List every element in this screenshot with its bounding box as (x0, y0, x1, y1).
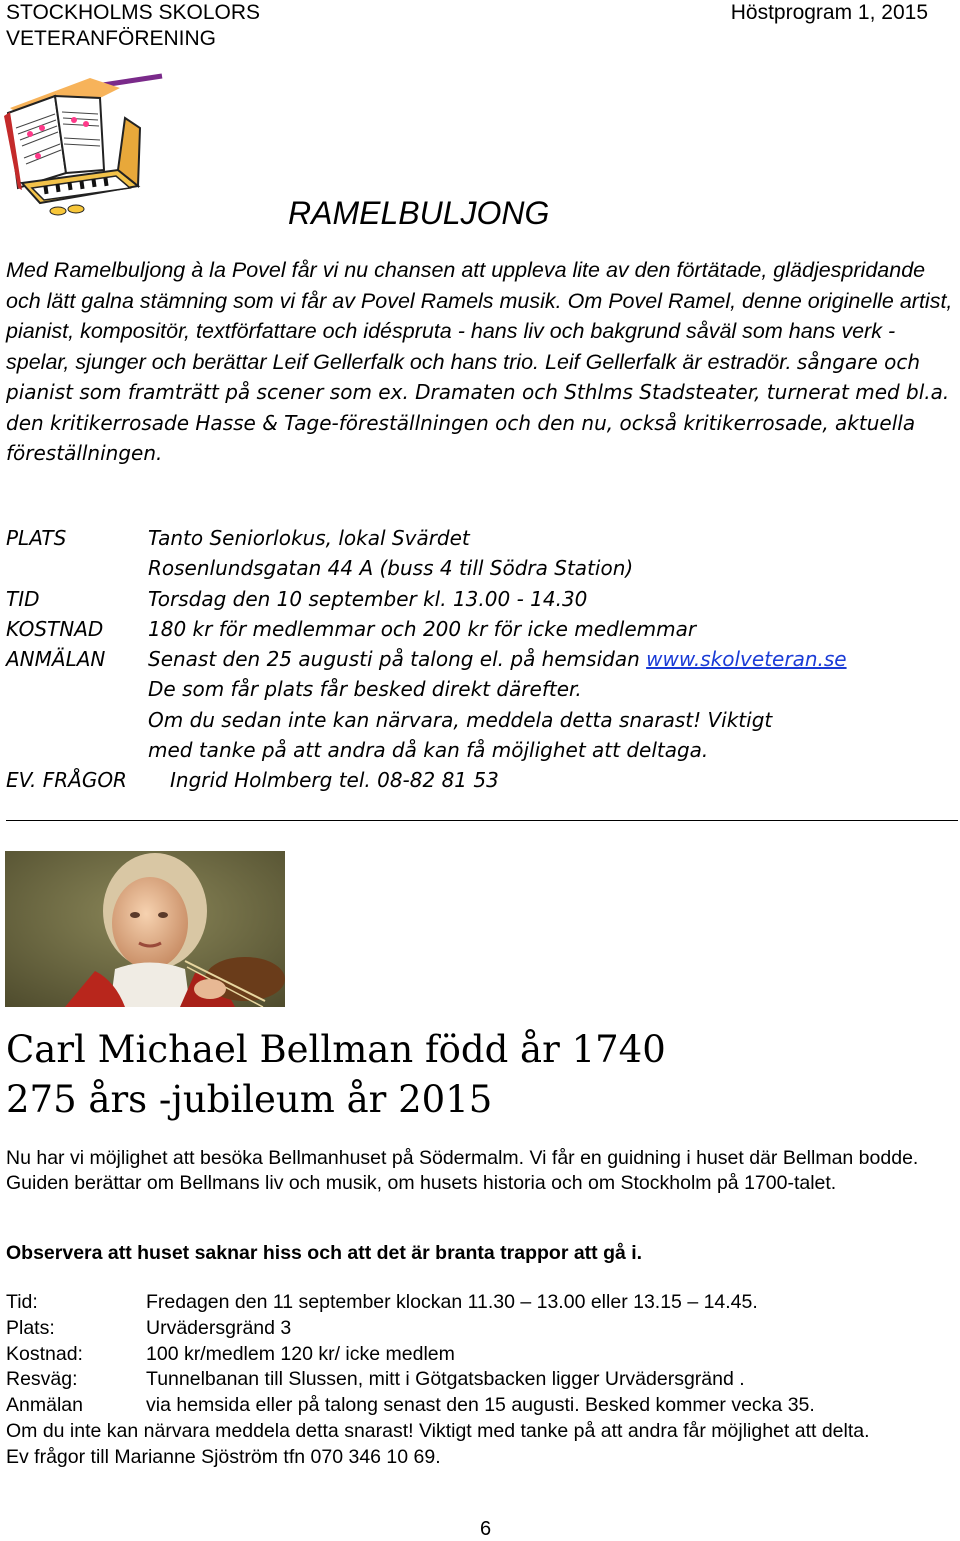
description-rest: sångare och pianist som framträtt på scener som ex. Dramaten och Sthlms Stadsteater, turnerat med bl.a. den kritikerrosade Hasse & Tage-föreställningen och den nu, också kritikerrosade, aktuella föreställningen. (6, 349, 950, 465)
info-row-place (6, 1316, 954, 1342)
info-signup-label: Anmälan (6, 1394, 83, 1417)
detail-row-time (6, 584, 954, 614)
info-place-value: Urvädersgränd 3 (146, 1316, 292, 1339)
signup-label: ANMÄLAN (6, 647, 106, 672)
detail-row-signup-2 (6, 674, 954, 704)
info-cost-value: 100 kr/medlem 120 kr/ icke medlem (146, 1342, 455, 1365)
music-piano-clipart-icon (0, 68, 168, 218)
place-value: Tanto Seniorlokus, lokal Svärdet (148, 526, 470, 550)
bellman-warning: Observera att huset saknar hiss och att det är branta trappor att gå i. (6, 1242, 643, 1264)
bellman-info (6, 1290, 954, 1471)
signup-text: Senast den 25 augusti på talong el. på hemsidan (148, 647, 640, 672)
info-travel-label: Resväg: (6, 1368, 78, 1391)
page-number: 6 (480, 1518, 492, 1540)
event-details (6, 523, 954, 796)
detail-row-signup (6, 644, 954, 674)
info-questions-text: Ev frågor till Marianne Sjöström tfn 070 346 10 69. (6, 1445, 441, 1468)
questions-value: Ingrid Holmberg tel. 08-82 81 53 (170, 768, 499, 793)
org-line-2: VETERANFÖRENING (6, 27, 217, 50)
info-row-travel (6, 1367, 954, 1393)
bellman-portrait (5, 851, 285, 1007)
description-lead: Med Ramelbuljong à la Povel får vi nu chansen att uppleva lite av den förtätade, glädjespridande och lätt galna stämning som vi får av Povel Ramels musik. Om Povel Ramel, denne originelle artist, pianist, kompositör, textförfattare och idéspruta - hans liv och bakgrund såväl som hans verk - spelar, sjunger och berättar Leif Gellerfalk och hans trio. Leif Gellerfalk är estradör. (6, 258, 953, 374)
cost-label: KOSTNAD (6, 616, 104, 641)
signup-info-2: Om du sedan inte kan närvara, meddela detta snarast! Viktigt (148, 707, 773, 732)
time-value: Torsdag den 10 september kl. 13.00 - 14.30 (148, 586, 588, 611)
questions-label: EV. FRÅGOR (6, 768, 127, 793)
info-cancel-text: Om du inte kan närvara meddela detta snarast! Viktigt med tanke på att andra får möjlighet att delta. (6, 1419, 870, 1442)
place-label: PLATS (6, 526, 67, 550)
place-address: Rosenlundsgatan 44 A (buss 4 till Södra Station) (148, 556, 634, 581)
bellman-title-line-1: Carl Michael Bellman född år 1740 (6, 1028, 666, 1071)
info-signup-value: via hemsida eller på talong senast den 15 augusti. Besked kommer vecka 35. (146, 1394, 815, 1417)
info-row-time (6, 1290, 954, 1316)
signup-info-1: De som får plats får besked direkt därefter. (148, 677, 582, 702)
info-row-cost (6, 1342, 954, 1368)
bellman-title (6, 1025, 666, 1125)
bellman-title-line-2: 275 års -jubileum år 2015 (6, 1078, 493, 1121)
signup-info-3: med tanke på att andra då kan få möjlighet att deltaga. (148, 738, 709, 763)
section-divider (6, 820, 958, 821)
time-label: TID (6, 586, 40, 611)
website-link[interactable]: www.skolveteran.se (646, 647, 847, 672)
event-title: RAMELBULJONG (288, 195, 550, 231)
org-line-1: STOCKHOLMS SKOLORS (6, 1, 261, 24)
detail-row-address (6, 553, 954, 583)
cost-value: 180 kr för medlemmar och 200 kr för icke medlemmar (148, 616, 697, 641)
organization-name (6, 0, 260, 52)
info-row-signup (6, 1393, 954, 1419)
bellman-description: Nu har vi möjlighet att besöka Bellmanhuset på Södermalm. Vi får en guidning i huset där Bellman bodde. Guiden berättar om Bellmans liv och musik, om husets historia och om Stockholm på 1700-talet. (6, 1147, 919, 1195)
detail-row-signup-3 (6, 705, 954, 735)
event-description (6, 255, 954, 469)
info-place-label: Plats: (6, 1316, 55, 1339)
info-cost-label: Kostnad: (6, 1342, 83, 1365)
info-time-label: Tid: (6, 1291, 38, 1313)
info-time-value: Fredagen den 11 september klockan 11.30 – 13.00 eller 13.15 – 14.45. (146, 1291, 758, 1313)
detail-row-cost (6, 614, 954, 644)
signup-value (148, 644, 847, 674)
program-label: Höstprogram 1, 2015 (730, 1, 928, 24)
detail-row-signup-4 (6, 735, 954, 765)
info-travel-value: Tunnelbanan till Slussen, mitt i Götgatsbacken ligger Urvädersgränd . (146, 1368, 745, 1391)
detail-row-place (6, 523, 954, 553)
detail-row-questions (6, 765, 954, 795)
